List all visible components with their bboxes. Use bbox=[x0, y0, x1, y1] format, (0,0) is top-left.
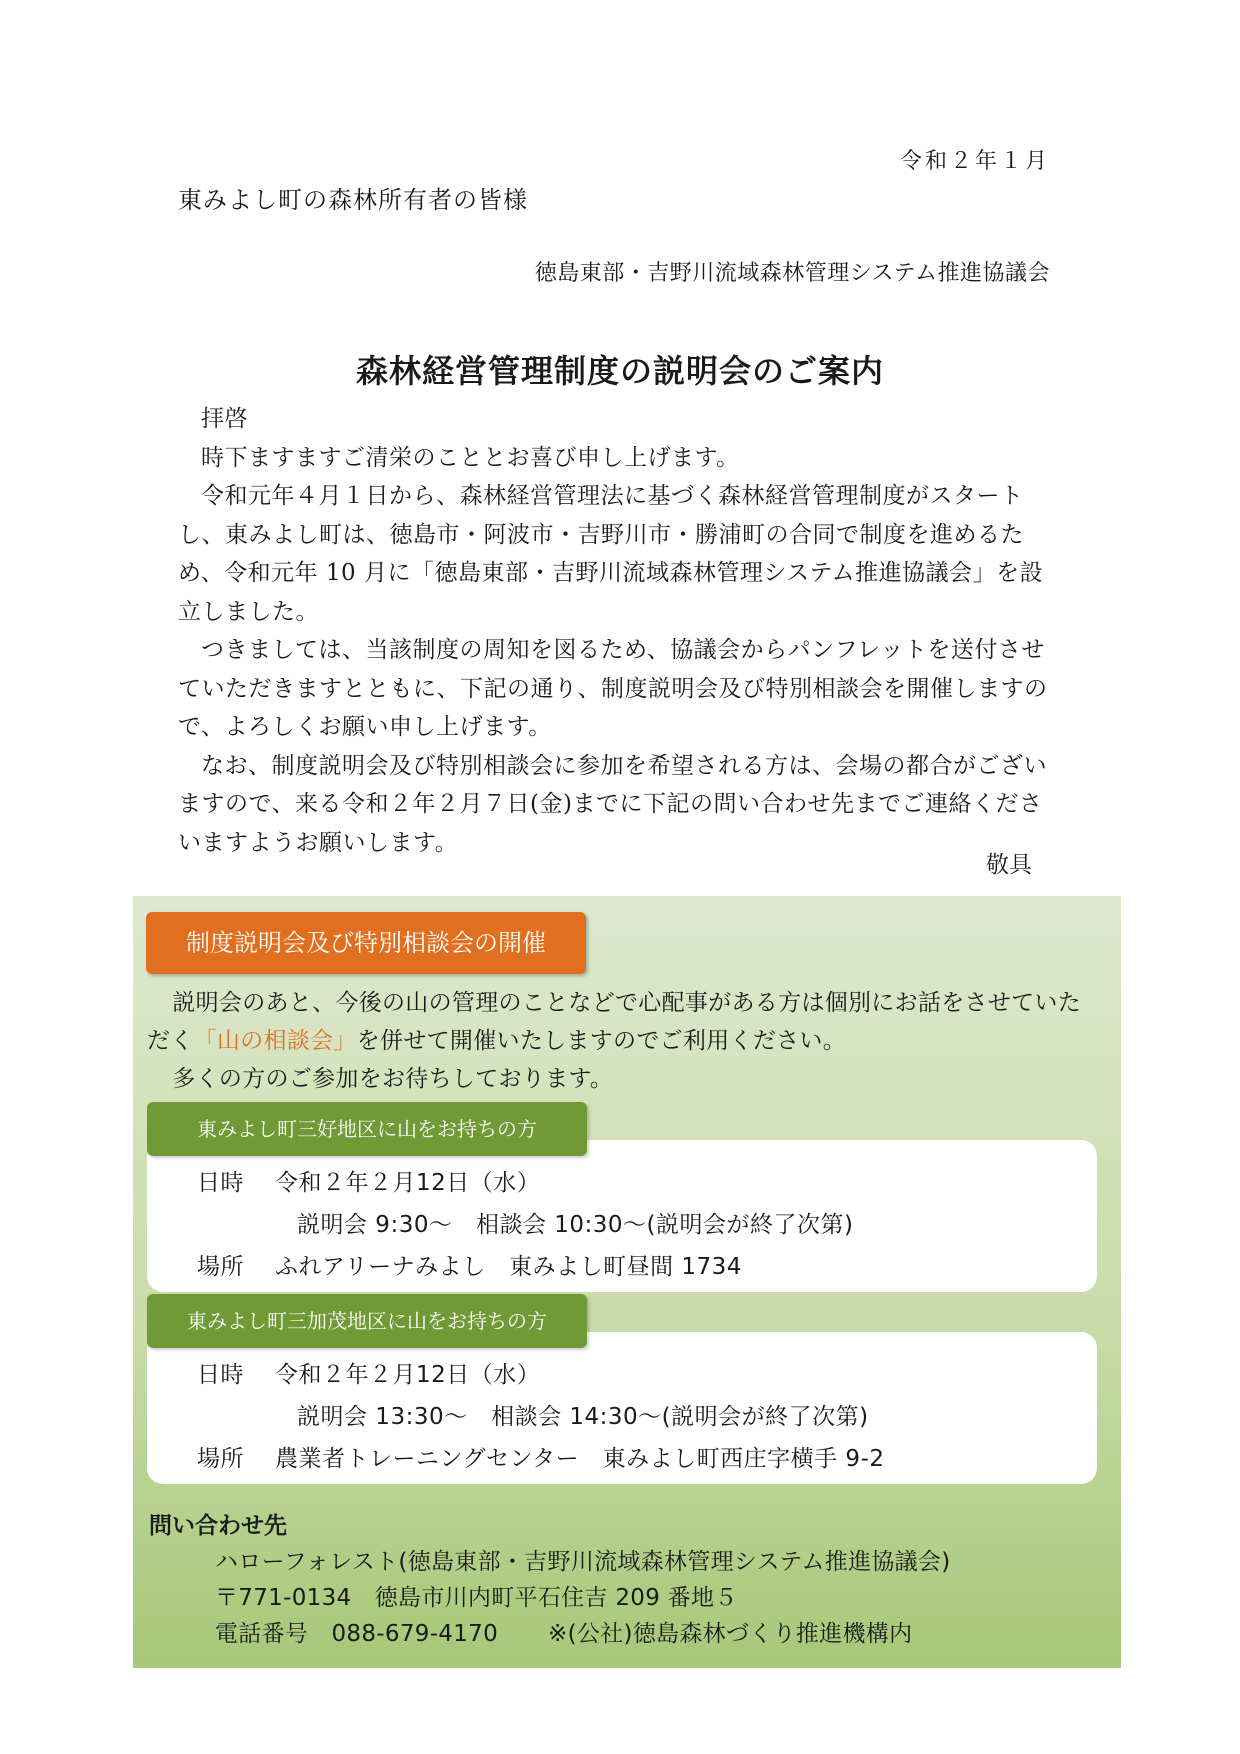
event-heading: 制度説明会及び特別相談会の開催 bbox=[146, 912, 586, 974]
event-intro-line: 多くの方のご参加をお待ちしております。 bbox=[172, 1066, 614, 1092]
session-date: 令和２年２月12日（水） bbox=[275, 1170, 541, 1196]
page-title: 森林経営管理制度の説明会のご案内 bbox=[355, 352, 884, 390]
session-place-row bbox=[197, 1440, 885, 1473]
event-panel bbox=[133, 896, 1121, 1668]
letter-closing: 敬具 bbox=[986, 852, 1032, 878]
consultation-highlight: 「山の相談会」 bbox=[193, 1028, 357, 1054]
session-date-row bbox=[197, 1164, 540, 1197]
intro-text: を併せて開催いたしますのでご利用ください。 bbox=[356, 1028, 847, 1054]
letter-paragraph: つきましては、当該制度の周知を図るため、協議会からパンフレットを送付させていただきますとともに、下記の通り、制度説明会及び特別相談会を開催しますので、よろしくお願い申し上げます。 bbox=[178, 637, 1048, 740]
session-tag-miyoshi: 東みよし町三好地区に山をお持ちの方 bbox=[147, 1102, 587, 1156]
letter-body bbox=[178, 400, 1058, 862]
event-intro bbox=[147, 984, 1097, 1098]
contact-org: ハローフォレスト(徳島東部・吉野川流域森林管理システム推進協議会) bbox=[215, 1549, 951, 1575]
contact-phone: 電話番号 088-679-4170 bbox=[215, 1621, 499, 1647]
session-date-row bbox=[197, 1356, 540, 1389]
session-place: ふれアリーナみよし 東みよし町昼間 1734 bbox=[275, 1254, 742, 1280]
place-label: 場所 bbox=[197, 1446, 244, 1472]
contact-note: ※(公社)徳島森林づくり推進機構内 bbox=[548, 1621, 913, 1647]
contact-heading: 問い合わせ先 bbox=[149, 1513, 287, 1539]
contact-phone-row bbox=[149, 1616, 951, 1652]
intro-text: 説明会のあと、今後の山の管理のことなどで心配事がある方は個別にお話をさせていただく bbox=[147, 990, 1081, 1054]
document-date: 令和２年１月 bbox=[899, 149, 1050, 174]
place-label: 場所 bbox=[197, 1254, 244, 1280]
letter-paragraph: 時下ますますご清栄のこととお喜び申し上げます。 bbox=[201, 444, 740, 471]
contact-address: 〒771-0134 徳島市川内町平石住吉 209 番地５ bbox=[215, 1585, 738, 1611]
sender: 徳島東部・吉野川流域森林管理システム推進協議会 bbox=[534, 261, 1050, 286]
date-label: 日時 bbox=[197, 1170, 244, 1196]
date-label: 日時 bbox=[197, 1362, 244, 1388]
addressee: 東みよし町の森林所有者の皆様 bbox=[178, 186, 528, 214]
session-times: 説明会 13:30～ 相談会 14:30～(説明会が終了次第) bbox=[297, 1404, 869, 1430]
event-intro-line bbox=[147, 984, 1097, 1060]
session-place-row bbox=[197, 1248, 742, 1281]
session-card bbox=[147, 1140, 1097, 1292]
session-times: 説明会 9:30～ 相談会 10:30～(説明会が終了次第) bbox=[297, 1212, 854, 1238]
session-place: 農業者トレーニングセンター 東みよし町西庄字横手 9-2 bbox=[275, 1446, 885, 1472]
session-card bbox=[147, 1332, 1097, 1484]
letter-opening: 拝啓 bbox=[201, 406, 248, 432]
session-tag-mikamo: 東みよし町三加茂地区に山をお持ちの方 bbox=[147, 1294, 587, 1348]
contact-block bbox=[149, 1508, 951, 1652]
session-date: 令和２年２月12日（水） bbox=[275, 1362, 541, 1388]
letter-paragraph: なお、制度説明会及び特別相談会に参加を希望される方は、会場の都合がございますので、来る令和２年２月７日(金)までに下記の問い合わせ先までご連絡くださいますようお願いします。 bbox=[178, 752, 1047, 856]
letter-paragraph: 令和元年４月１日から、森林経営管理法に基づく森林経営管理制度がスタートし、東みよし町は、徳島市・阿波市・吉野川市・勝浦町の合同で制度を進めるため、令和元年 10 月に「徳島東部・吉野川流域森林管理システム推進協議会」を設立しました。 bbox=[178, 483, 1044, 625]
